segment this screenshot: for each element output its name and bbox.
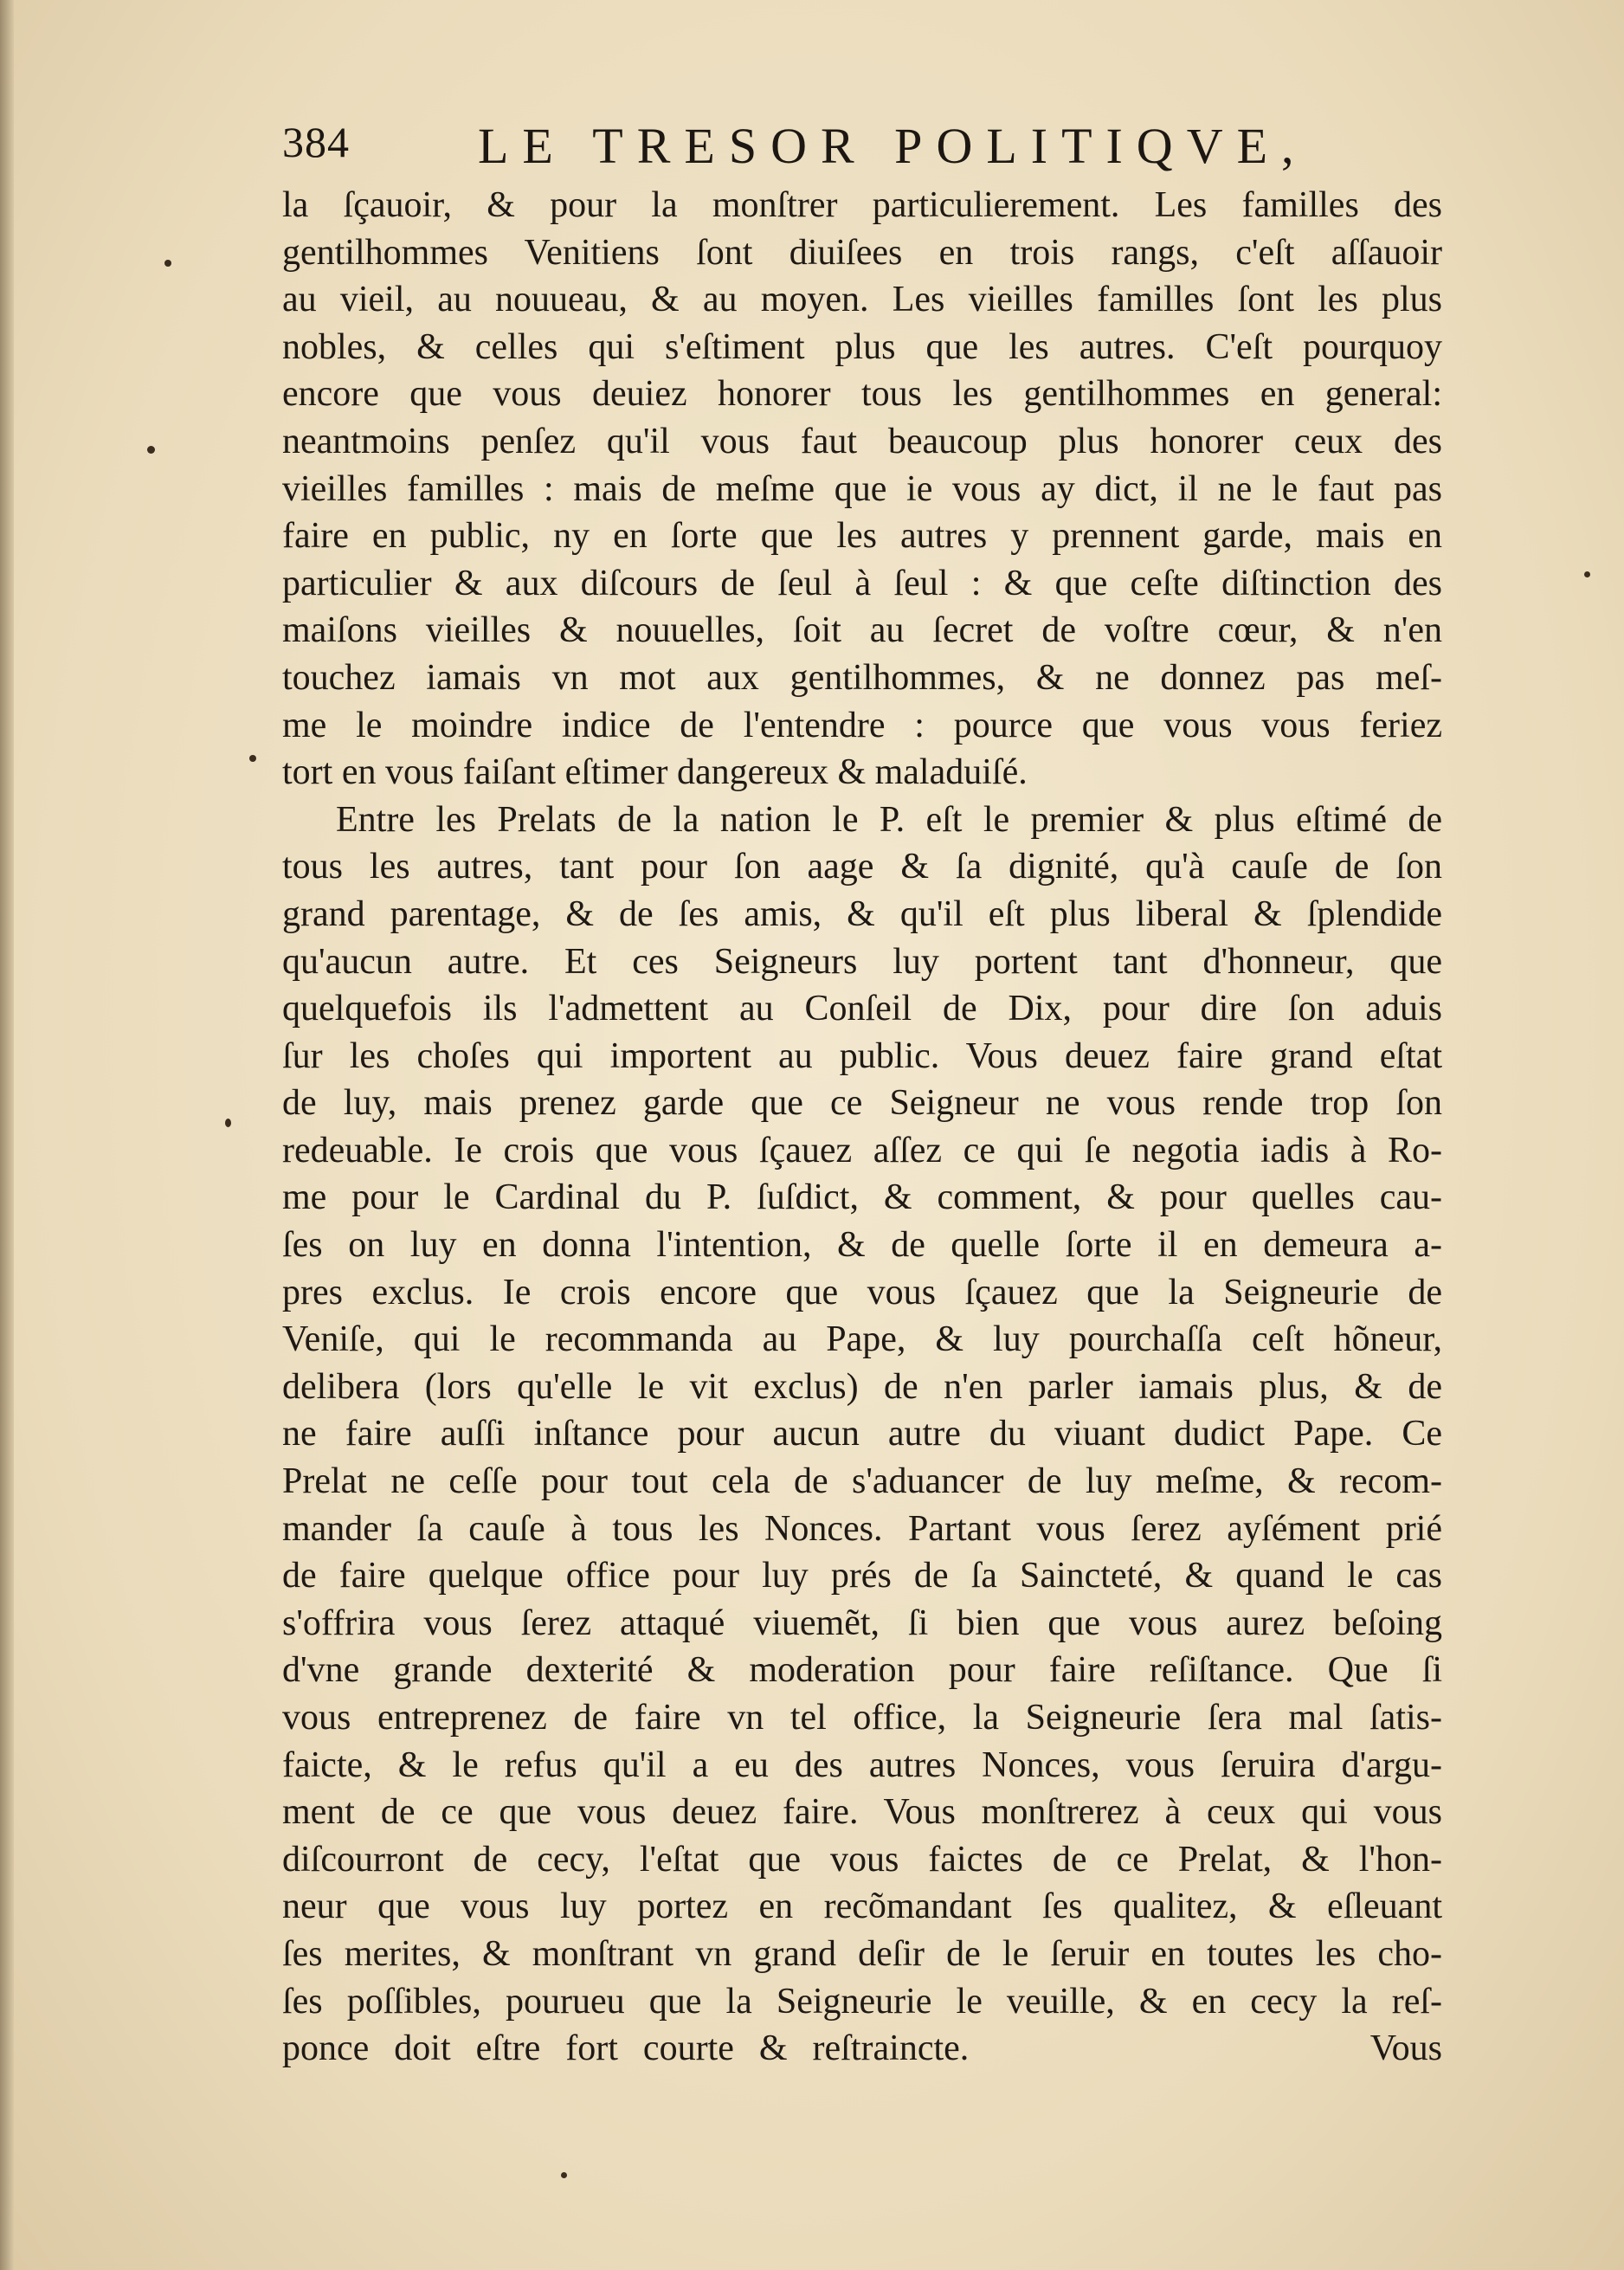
text-line: d'vne grande dexterité & moderation pour faire reſiſtance. Que ſi xyxy=(282,1650,1442,1691)
text-line: encore que vous deuiez honorer tous les gentilhommes en general: xyxy=(282,374,1442,415)
page-number: 384 xyxy=(282,118,350,166)
text-line: ponce doit eſtre fort courte & reſtraincte. Vous xyxy=(282,2028,1442,2069)
text-line: grand parentage, & de ſes amis, & qu'il eſt plus liberal & ſplendide xyxy=(282,893,1442,934)
text-line: diſcourront de cecy, l'eſtat que vous faictes de ce Prelat, & l'hon- xyxy=(282,1839,1442,1880)
text-line: ſes poſſibles, pourueu que la Seigneurie le veuille, & en cecy la reſ- xyxy=(282,1981,1442,2022)
text-line: nobles, & celles qui s'eſtiment plus que les autres. C'eſt pourquoy xyxy=(282,326,1442,367)
text-line: de faire quelque office pour luy prés de ſa Saincteté, & quand le cas xyxy=(282,1556,1442,1596)
text-line: ſur les choſes qui importent au public. Vous deuez faire grand eſtat xyxy=(282,1035,1442,1076)
text-line: tous les autres, tant pour ſon aage & ſa dignité, qu'à cauſe de ſon xyxy=(282,847,1442,887)
text-line: tort en vous faiſant eſtimer dangereux & maladuiſé. xyxy=(282,752,1028,793)
text-line: me le moindre indice de l'entendre : pource que vous vous feriez xyxy=(282,705,1442,745)
text-line: delibera (lors qu'elle le vit exclus) de n'en parler iamais plus, & de xyxy=(282,1366,1442,1407)
text-line: neantmoins penſez qu'il vous faut beaucoup plus honorer ceux des xyxy=(282,421,1442,461)
paragraph-first-line: Entre les Prelats de la nation le P. eſt le premier & plus eſtimé de xyxy=(336,799,1442,840)
text-line: gentilhommes Venitiens ſont diuiſees en trois rangs, c'eſt aſſauoir xyxy=(282,232,1442,273)
text-line: vous entreprenez de faire vn tel office, la Seigneurie ſera mal ſatis- xyxy=(282,1698,1442,1738)
running-title: LE TRESOR POLITIQVE, xyxy=(478,118,1308,174)
paper-speck xyxy=(164,260,171,267)
text-line: vieilles familles : mais de meſme que ie vous ay dict, il ne le faut pas xyxy=(282,468,1442,509)
paper-speck xyxy=(1584,571,1590,577)
text-line: quelquefois ils l'admettent au Conſeil de Dix, pour dire ſon aduis xyxy=(282,989,1442,1029)
text-line: ment de ce que vous deuez faire. Vous monſtrerez à ceux qui vous xyxy=(282,1792,1442,1833)
paper-speck xyxy=(147,446,155,454)
text-line: Prelat ne ceſſe pour tout cela de s'aduancer de luy meſme, & recom- xyxy=(282,1461,1442,1502)
paper-speck xyxy=(561,2172,567,2178)
paper-speck xyxy=(249,755,256,762)
text-line: particulier & aux diſcours de ſeul à ſeul : & que ceſte diſtinction des xyxy=(282,563,1442,603)
text-line: de luy, mais prenez garde que ce Seigneur ne vous rende trop ſon xyxy=(282,1083,1442,1124)
text-line: au vieil, au nouueau, & au moyen. Les vieilles familles ſont les plus xyxy=(282,280,1442,320)
text-line: redeuable. Ie crois que vous ſçauez aſſez ce qui ſe negotia iadis à Ro- xyxy=(282,1130,1442,1170)
text-line: neur que vous luy portez en recõmandant ſes qualitez, & eſleuant xyxy=(282,1886,1442,1927)
text-line: ſes merites, & monſtrant vn grand deſir de le ſeruir en toutes les cho- xyxy=(282,1933,1442,1974)
text-line: me pour le Cardinal du P. ſuſdict, & comment, & pour quelles cau- xyxy=(282,1177,1442,1218)
paper-speck xyxy=(225,1119,231,1127)
body-text xyxy=(282,182,1442,2073)
text-line: pres exclus. Ie crois encore que vous ſçauez que la Seigneurie de xyxy=(282,1272,1442,1312)
text-line: faicte, & le refus qu'il a eu des autres Nonces, vous ſeruira d'argu- xyxy=(282,1744,1442,1785)
text-line: mander ſa cauſe à tous les Nonces. Partant vous ſerez ayſément prié xyxy=(282,1508,1442,1549)
text-line: faire en public, ny en ſorte que les autres y prennent garde, mais en xyxy=(282,516,1442,557)
text-line: ne faire auſſi inſtance pour aucun autre du viuant dudict Pape. Ce xyxy=(282,1414,1442,1454)
text-line: qu'aucun autre. Et ces Seigneurs luy portent tant d'honneur, que xyxy=(282,941,1442,982)
text-line: Veniſe, qui le recommanda au Pape, & luy pourchaſſa ceſt hõneur, xyxy=(282,1319,1442,1360)
text-line: ſes on luy en donna l'intention, & de quelle ſorte il en demeura a- xyxy=(282,1225,1442,1266)
text-line: s'offrira vous ſerez attaqué viuemẽt, ſi bien que vous aurez beſoing xyxy=(282,1603,1442,1643)
page-header xyxy=(282,117,1460,186)
page-gutter-edge xyxy=(0,0,14,2270)
text-line: la ſçauoir, & pour la monſtrer particulierement. Les familles des xyxy=(282,185,1442,225)
text-line: maiſons vieilles & nouuelles, ſoit au ſecret de voſtre cœur, & n'en xyxy=(282,610,1442,651)
text-line: touchez iamais vn mot aux gentilhommes, & ne donnez pas meſ- xyxy=(282,657,1442,698)
